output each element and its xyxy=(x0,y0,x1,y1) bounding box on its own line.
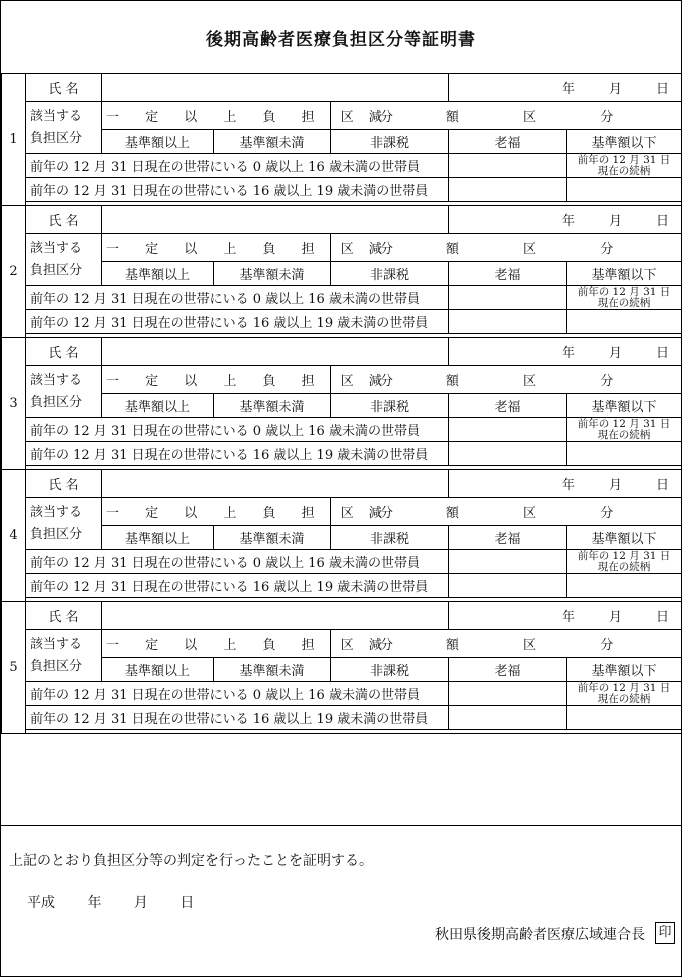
household-0-16-field[interactable] xyxy=(449,418,567,442)
reduction-header: 減 額 区 分 xyxy=(331,498,682,526)
name-label: 氏 名 xyxy=(26,470,102,498)
seal-box: 印 xyxy=(655,922,675,944)
household-16-19-field[interactable] xyxy=(449,574,567,598)
household-0-16-row xyxy=(2,550,682,574)
day-label: 日 xyxy=(656,82,670,97)
relation-label: 前年の 12 月 31 日 現在の続柄 xyxy=(567,418,682,442)
household-16-19-row xyxy=(2,178,682,202)
option-nontax[interactable]: 非課税 xyxy=(331,658,449,682)
certificate-footer xyxy=(1,825,681,977)
category-options-row xyxy=(2,262,682,286)
option-above-threshold[interactable]: 基準額以上 xyxy=(102,130,214,154)
applicable-category-label: 該当する 負担区分 xyxy=(26,366,102,418)
name-label: 氏 名 xyxy=(26,338,102,366)
option-welfare[interactable]: 老福 xyxy=(449,526,567,550)
household-16-19-field[interactable] xyxy=(449,310,567,334)
name-field[interactable] xyxy=(102,74,449,102)
name-field[interactable] xyxy=(102,206,449,234)
reduction-header: 減 額 区 分 xyxy=(331,630,682,658)
option-above-threshold[interactable]: 基準額以上 xyxy=(102,658,214,682)
option-at-or-below-threshold[interactable]: 基準額以下 xyxy=(567,658,682,682)
option-above-threshold[interactable]: 基準額以上 xyxy=(102,394,214,418)
name-row xyxy=(2,470,682,498)
option-nontax[interactable]: 非課税 xyxy=(331,130,449,154)
option-at-or-below-threshold[interactable]: 基準額以下 xyxy=(567,130,682,154)
month-label: 月 xyxy=(608,478,622,493)
option-below-threshold[interactable]: 基準額未満 xyxy=(214,394,331,418)
relation-label: 前年の 12 月 31 日 現在の続柄 xyxy=(567,286,682,310)
category-header-row xyxy=(2,234,682,262)
block-number: 5 xyxy=(2,602,26,734)
date-field[interactable] xyxy=(449,602,682,630)
month-label: 月 xyxy=(608,610,622,625)
year-label: 年 xyxy=(561,610,575,625)
option-above-threshold[interactable]: 基準額以上 xyxy=(102,526,214,550)
name-row xyxy=(2,338,682,366)
household-16-19-label: 前年の 12 月 31 日現在の世帯にいる 16 歳以上 19 歳未満の世帯員 xyxy=(26,574,449,598)
applicable-category-label: 該当する 負担区分 xyxy=(26,498,102,550)
fixed-burden-header: 一 定 以 上 負 担 区 分 xyxy=(102,630,331,658)
option-welfare[interactable]: 老福 xyxy=(449,394,567,418)
name-row xyxy=(2,206,682,234)
date-field[interactable] xyxy=(449,470,682,498)
day-label: 日 xyxy=(656,346,670,361)
year-label: 年 xyxy=(561,346,575,361)
household-16-19-row xyxy=(2,706,682,730)
option-below-threshold[interactable]: 基準額未満 xyxy=(214,526,331,550)
day-label: 日 xyxy=(656,214,670,229)
category-header-row xyxy=(2,630,682,658)
household-0-16-field[interactable] xyxy=(449,550,567,574)
relation-field[interactable] xyxy=(567,574,682,598)
option-below-threshold[interactable]: 基準額未満 xyxy=(214,658,331,682)
household-16-19-label: 前年の 12 月 31 日現在の世帯にいる 16 歳以上 19 歳未満の世帯員 xyxy=(26,442,449,466)
household-0-16-label: 前年の 12 月 31 日現在の世帯にいる 0 歳以上 16 歳未満の世帯員 xyxy=(26,682,449,706)
block-number: 2 xyxy=(2,206,26,338)
fixed-burden-header: 一 定 以 上 負 担 区 分 xyxy=(102,102,331,130)
household-0-16-row xyxy=(2,682,682,706)
applicable-category-label: 該当する 負担区分 xyxy=(26,630,102,682)
date-field[interactable] xyxy=(449,338,682,366)
household-0-16-field[interactable] xyxy=(449,682,567,706)
name-row xyxy=(2,602,682,630)
household-0-16-field[interactable] xyxy=(449,154,567,178)
option-welfare[interactable]: 老福 xyxy=(449,262,567,286)
option-nontax[interactable]: 非課税 xyxy=(331,526,449,550)
option-nontax[interactable]: 非課税 xyxy=(331,262,449,286)
household-16-19-label: 前年の 12 月 31 日現在の世帯にいる 16 歳以上 19 歳未満の世帯員 xyxy=(26,310,449,334)
household-0-16-label: 前年の 12 月 31 日現在の世帯にいる 0 歳以上 16 歳未満の世帯員 xyxy=(26,286,449,310)
month-label: 月 xyxy=(608,214,622,229)
applicable-category-label: 該当する 負担区分 xyxy=(26,234,102,286)
household-0-16-label: 前年の 12 月 31 日現在の世帯にいる 0 歳以上 16 歳未満の世帯員 xyxy=(26,154,449,178)
option-welfare[interactable]: 老福 xyxy=(449,130,567,154)
year-label: 年 xyxy=(87,895,102,911)
date-field[interactable] xyxy=(449,74,682,102)
month-label: 月 xyxy=(608,82,622,97)
household-0-16-label: 前年の 12 月 31 日現在の世帯にいる 0 歳以上 16 歳未満の世帯員 xyxy=(26,418,449,442)
relation-field[interactable] xyxy=(567,310,682,334)
name-row xyxy=(2,74,682,102)
relation-field[interactable] xyxy=(567,706,682,730)
fixed-burden-header: 一 定 以 上 負 担 区 分 xyxy=(102,366,331,394)
category-header-row xyxy=(2,366,682,394)
name-field[interactable] xyxy=(102,602,449,630)
option-at-or-below-threshold[interactable]: 基準額以下 xyxy=(567,526,682,550)
fixed-burden-header: 一 定 以 上 負 担 区 分 xyxy=(102,234,331,262)
option-nontax[interactable]: 非課税 xyxy=(331,394,449,418)
month-label: 月 xyxy=(133,895,148,911)
day-label: 日 xyxy=(656,478,670,493)
household-16-19-row xyxy=(2,574,682,598)
household-16-19-field[interactable] xyxy=(449,706,567,730)
relation-label: 前年の 12 月 31 日 現在の続柄 xyxy=(567,682,682,706)
name-label: 氏 名 xyxy=(26,602,102,630)
reduction-header: 減 額 区 分 xyxy=(331,102,682,130)
option-at-or-below-threshold[interactable]: 基準額以下 xyxy=(567,394,682,418)
household-16-19-field[interactable] xyxy=(449,178,567,202)
category-options-row xyxy=(2,526,682,550)
name-field[interactable] xyxy=(102,338,449,366)
block-number: 1 xyxy=(2,74,26,206)
block-spacer xyxy=(2,730,682,734)
issue-date xyxy=(27,892,222,912)
name-label: 氏 名 xyxy=(26,206,102,234)
category-options-row xyxy=(2,130,682,154)
block-number: 3 xyxy=(2,338,26,470)
option-at-or-below-threshold[interactable]: 基準額以下 xyxy=(567,262,682,286)
household-16-19-row xyxy=(2,310,682,334)
block-number: 4 xyxy=(2,470,26,602)
household-0-16-field[interactable] xyxy=(449,286,567,310)
reduction-header: 減 額 区 分 xyxy=(331,234,682,262)
relation-field[interactable] xyxy=(567,178,682,202)
option-below-threshold[interactable]: 基準額未満 xyxy=(214,262,331,286)
household-16-19-field[interactable] xyxy=(449,442,567,466)
household-0-16-row xyxy=(2,418,682,442)
year-label: 年 xyxy=(561,478,575,493)
statement-text: 上記のとおり負担区分等の判定を行ったことを証明する。 xyxy=(9,853,373,869)
household-16-19-label: 前年の 12 月 31 日現在の世帯にいる 16 歳以上 19 歳未満の世帯員 xyxy=(26,706,449,730)
relation-label: 前年の 12 月 31 日 現在の続柄 xyxy=(567,154,682,178)
certificate-grid xyxy=(1,73,682,734)
relation-label: 前年の 12 月 31 日 現在の続柄 xyxy=(567,550,682,574)
category-options-row xyxy=(2,658,682,682)
issuer-name: 秋田県後期高齢者医療広域連合長 xyxy=(435,927,645,943)
relation-field[interactable] xyxy=(567,442,682,466)
era-label: 平成 xyxy=(27,895,55,911)
household-16-19-label: 前年の 12 月 31 日現在の世帯にいる 16 歳以上 19 歳未満の世帯員 xyxy=(26,178,449,202)
option-welfare[interactable]: 老福 xyxy=(449,658,567,682)
category-header-row xyxy=(2,102,682,130)
name-label: 氏 名 xyxy=(26,74,102,102)
name-field[interactable] xyxy=(102,470,449,498)
fixed-burden-header: 一 定 以 上 負 担 区 分 xyxy=(102,498,331,526)
household-0-16-row xyxy=(2,154,682,178)
reduction-header: 減 額 区 分 xyxy=(331,366,682,394)
date-field[interactable] xyxy=(449,206,682,234)
category-header-row xyxy=(2,498,682,526)
year-label: 年 xyxy=(561,82,575,97)
option-above-threshold[interactable]: 基準額以上 xyxy=(102,262,214,286)
applicable-category-label: 該当する 負担区分 xyxy=(26,102,102,154)
household-0-16-row xyxy=(2,286,682,310)
year-label: 年 xyxy=(561,214,575,229)
day-label: 日 xyxy=(656,610,670,625)
option-below-threshold[interactable]: 基準額未満 xyxy=(214,130,331,154)
day-label: 日 xyxy=(180,895,195,911)
household-0-16-label: 前年の 12 月 31 日現在の世帯にいる 0 歳以上 16 歳未満の世帯員 xyxy=(26,550,449,574)
household-16-19-row xyxy=(2,442,682,466)
document-title: 後期高齢者医療負担区分等証明書 xyxy=(206,29,476,50)
month-label: 月 xyxy=(608,346,622,361)
category-options-row xyxy=(2,394,682,418)
